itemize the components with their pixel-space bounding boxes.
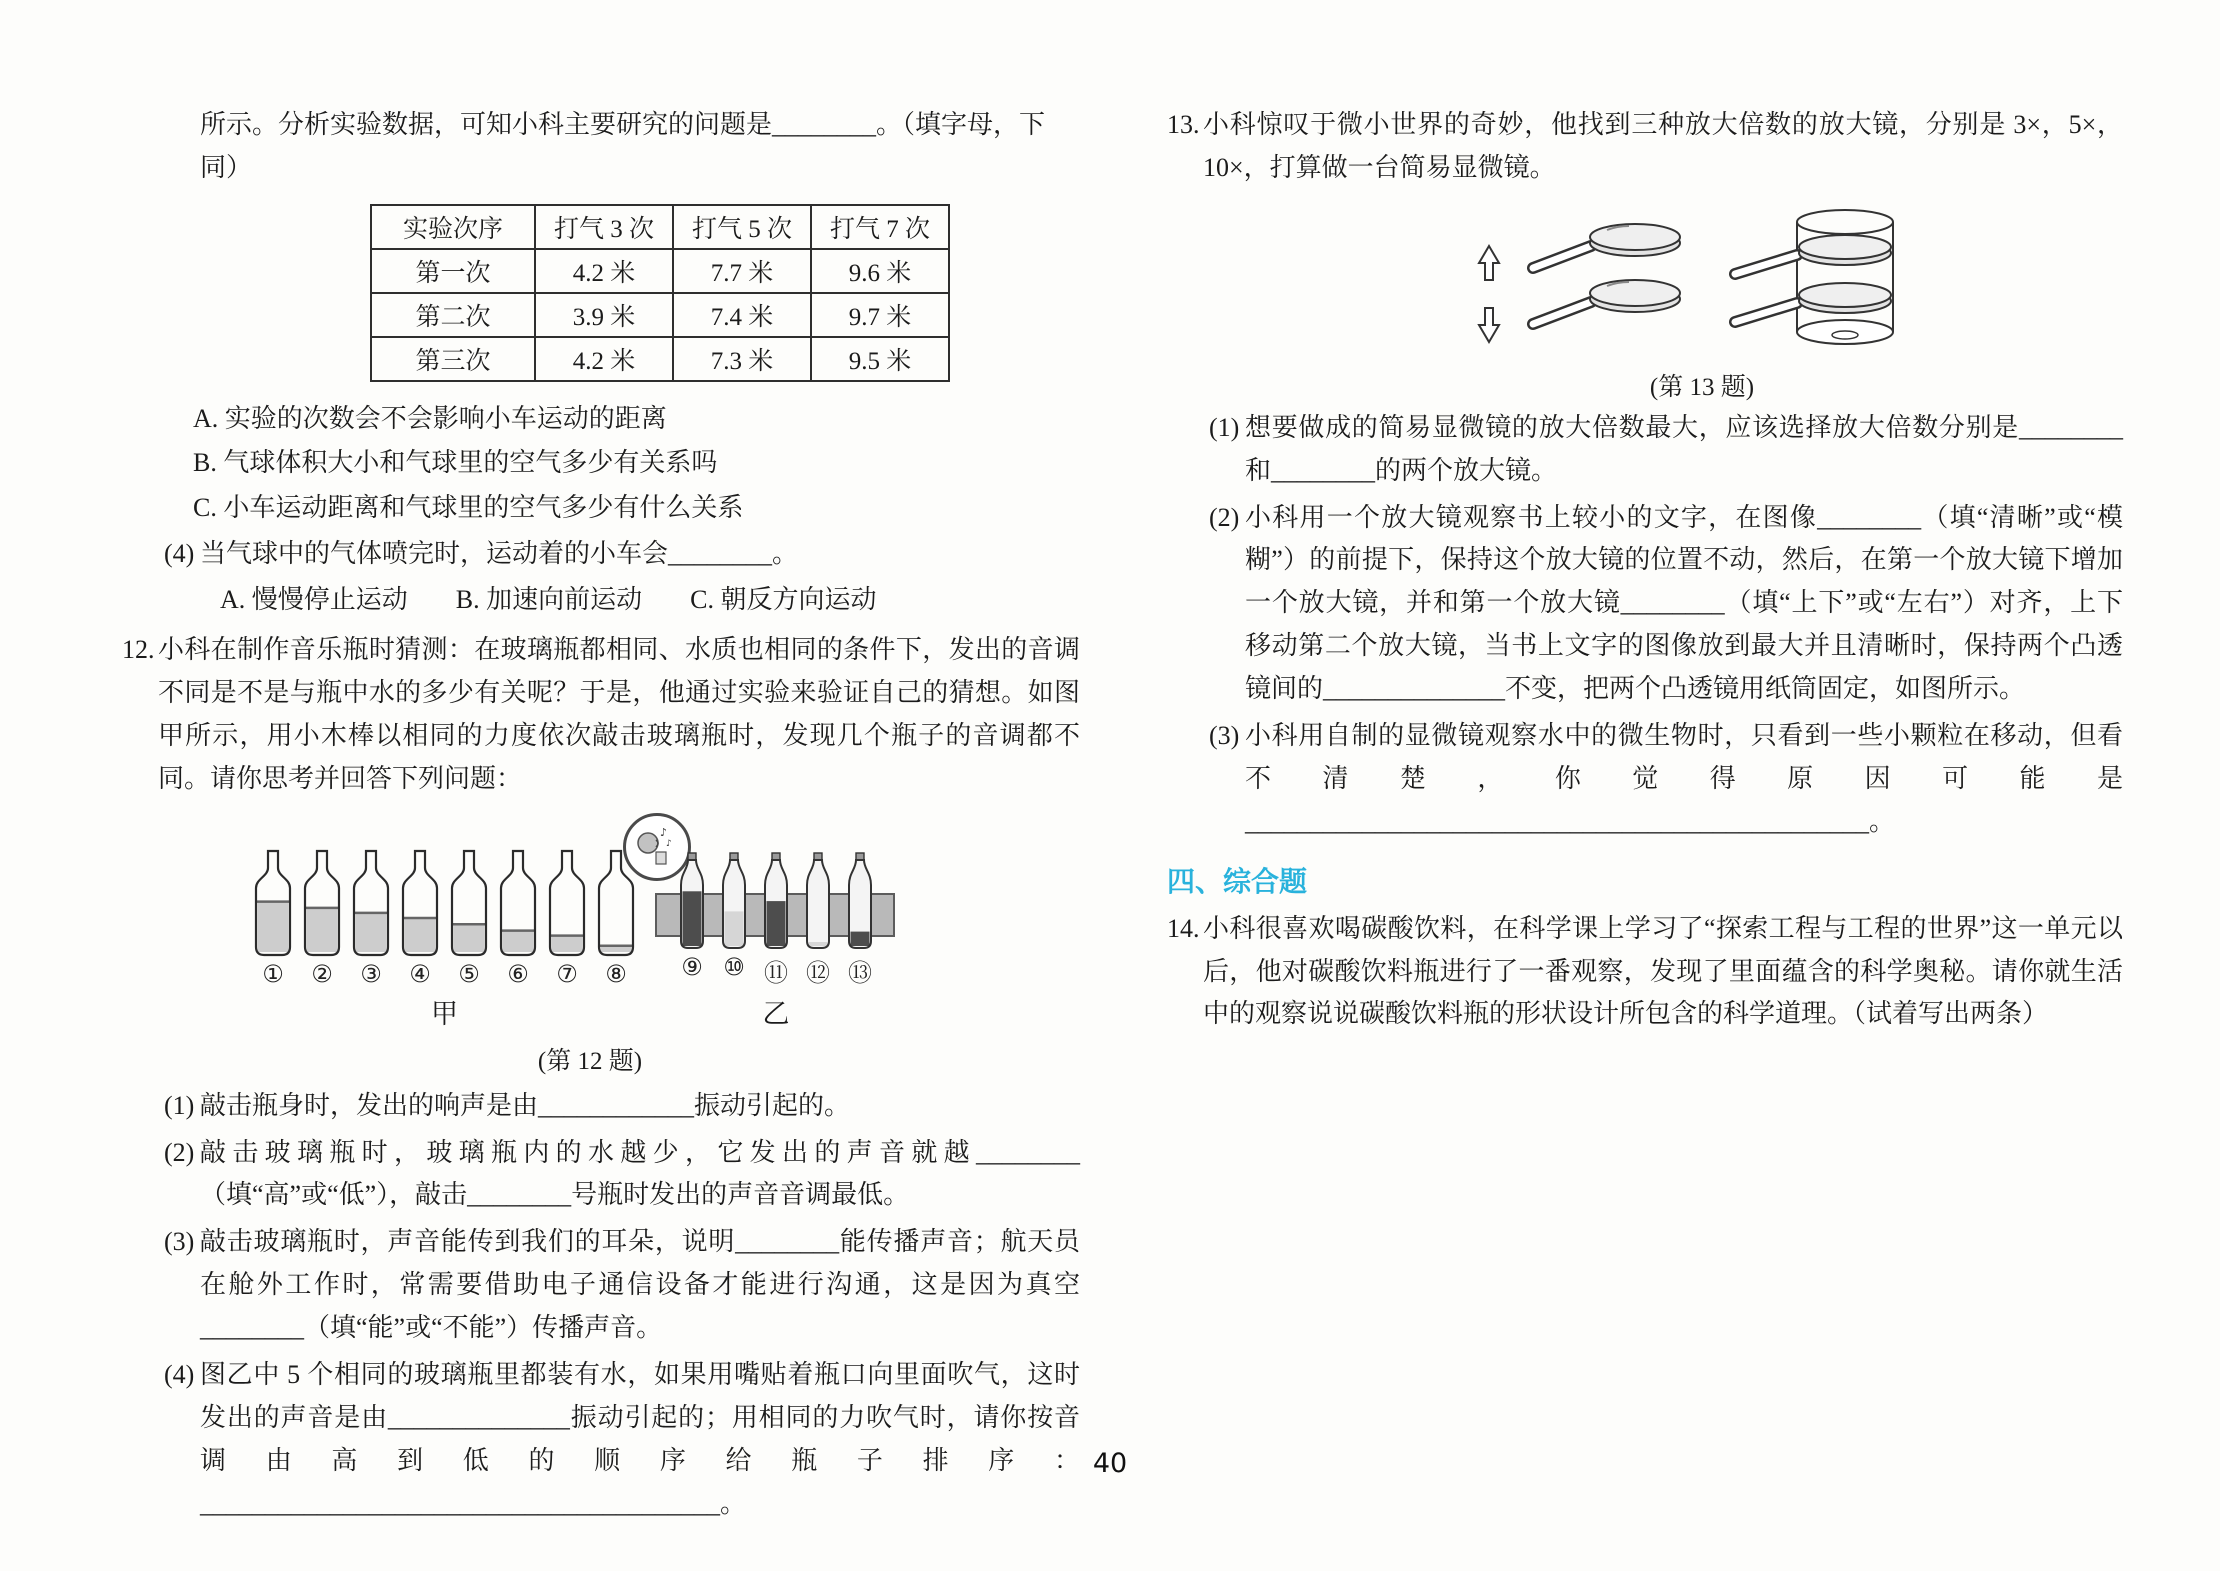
table-row	[371, 337, 949, 381]
table-header-cell: 实验次序	[371, 205, 535, 249]
jia-labels	[250, 960, 639, 988]
jia-caption: 甲	[431, 998, 458, 1029]
figure-13-drawing	[1467, 200, 1937, 358]
question-13	[1167, 104, 2123, 190]
experiment-table	[370, 204, 950, 382]
question-number: 13.	[1167, 110, 1200, 139]
table-header-cell: 打气 3 次	[535, 205, 673, 249]
table-cell: 3.9 米	[535, 293, 673, 337]
q12-sub-3	[122, 1221, 1080, 1350]
bottle-icon	[446, 848, 492, 958]
bottle-number-label: ②	[311, 959, 333, 988]
bottle-icon	[397, 848, 443, 958]
q12-sub-2	[122, 1132, 1080, 1218]
subquestion-number: (4)	[164, 1359, 195, 1389]
svg-text:♪: ♪	[660, 825, 668, 839]
question-14	[1167, 908, 2123, 1037]
q13-sub-3	[1167, 715, 2123, 844]
bottle-icon	[801, 851, 835, 951]
subquestion-text: 当气球中的气体喷完时，运动着的小车会________。	[200, 538, 799, 568]
question-number: 14.	[1167, 913, 1200, 943]
paper-tube-microscope-icon	[1735, 210, 1893, 344]
magnifier-icon	[1533, 224, 1680, 268]
bottle-number-label: ⑧	[605, 959, 627, 988]
bottle-number-label: ①	[262, 959, 284, 988]
yi-bottles	[675, 851, 877, 951]
bottle-number-label: ⑬	[848, 958, 872, 987]
subquestion-number: (2)	[1209, 502, 1240, 532]
bottle-number-label: ⑫	[806, 958, 830, 987]
table-cell: 4.2 米	[535, 249, 673, 293]
subquestion-number: (3)	[1209, 721, 1240, 751]
svg-text:♪: ♪	[666, 838, 672, 849]
table-cell: 第二次	[371, 293, 535, 337]
bottle-number-label: ⑩	[723, 952, 745, 981]
bottle-icon	[544, 848, 590, 958]
subquestion-text: 图乙中 5 个相同的玻璃瓶里都装有水，如果用嘴贴着瓶口向里面吹气，这时发出的声音是由______________振动引起的；用相同的力吹气时，请你按音调由高到低的顺序给瓶子排序：________________________________________。	[200, 1359, 1080, 1518]
figure-12	[250, 817, 930, 1077]
bottle-number-label: ⑥	[507, 959, 529, 988]
abc-option: A. 慢慢停止运动	[220, 585, 408, 615]
question-text: 小科很喜欢喝碳酸饮料，在科学课上学习了“探索工程与工程的世界”这一单元以后，他对碳酸饮料瓶进行了一番观察，发现了里面蕴含的科学奥秘。请你就生活中的观察说说碳酸饮料瓶的形状设计所包含的科学道理。（试着写出两条）	[1203, 913, 2123, 1029]
page-number: 40	[1092, 1448, 1128, 1479]
table-cell: 第三次	[371, 337, 535, 381]
table-row	[371, 293, 949, 337]
subquestion-number: (1)	[164, 1090, 195, 1120]
table-header-row	[371, 205, 949, 249]
table-cell: 4.2 米	[535, 337, 673, 381]
bottle-icon	[348, 848, 394, 958]
q12-sub-4	[122, 1354, 1080, 1526]
bottle-icon	[717, 851, 751, 951]
figure-13	[1467, 200, 1937, 403]
subquestion-text: 敲击瓶身时，发出的响声是由____________振动引起的。	[200, 1090, 851, 1120]
table-cell: 7.4 米	[673, 293, 811, 337]
question-number: 12.	[122, 635, 155, 665]
bottle-number-label: ④	[409, 959, 431, 988]
subquestion-number: (3)	[164, 1227, 195, 1257]
table-cell: 7.3 米	[673, 337, 811, 381]
jia-bottles	[250, 848, 639, 958]
bottle-number-label: ⑦	[556, 959, 578, 988]
right-column	[1167, 104, 2123, 1036]
subquestion-text: 小科用一个放大镜观察书上较小的文字，在图像________（填“清晰”或“模糊”）的前提下，保持这个放大镜的位置不动，然后，在第一个放大镜下增加一个放大镜，并和第一个放大镜________（填“上下”或“左右”）对齐，上下移动第二个放大镜，当书上文字的图像放到最大并且清晰时，保持两个凸透镜间的______________不变，把两个凸透镜用纸筒固定，如图所示。	[1245, 502, 2123, 704]
figure-jia	[250, 848, 639, 1031]
bottle-number-label: ⑨	[681, 952, 703, 981]
abc-option: C. 朝反方向运动	[690, 585, 877, 615]
yi-stage	[660, 825, 877, 951]
subquestion-number: (1)	[1209, 412, 1240, 442]
section-heading: 四、综合题	[1167, 865, 1308, 897]
option-c: C. 小车运动距离和气球里的空气多少有什么关系	[193, 492, 744, 522]
table-cell: 9.7 米	[811, 293, 949, 337]
bottle-icon	[250, 848, 296, 958]
table-header-cell: 打气 5 次	[673, 205, 811, 249]
subquestion-text: 敲击玻璃瓶时，玻璃瓶内的水越少，它发出的声音就越________（填“高”或“低”），敲击________号瓶时发出的声音音调最低。	[200, 1137, 1080, 1210]
bottle-number-label: ③	[360, 959, 382, 988]
subquestion-text: 敲击玻璃瓶时，声音能传到我们的耳朵，说明________能传播声音；航天员在舱外工作时，常需要借助电子通信设备才能进行沟通，这是因为真空________（填“能”或“不能”）传播声音。	[200, 1227, 1080, 1343]
q12-sub-1	[122, 1085, 1080, 1128]
abc-option: B. 加速向前运动	[455, 585, 643, 615]
table-cell: 9.6 米	[811, 249, 949, 293]
left-column	[122, 104, 1080, 1526]
q13-sub-2	[1167, 497, 2123, 711]
question-text: 小科惊叹于微小世界的奇妙，他找到三种放大倍数的放大镜，分别是 3×，5×，10×，打算做一台简易显微镜。	[1203, 110, 2123, 182]
table-cell: 9.5 米	[811, 337, 949, 381]
bottle-icon	[675, 851, 709, 951]
table-cell: 第一次	[371, 249, 535, 293]
subquestion-number: (2)	[164, 1137, 195, 1167]
yi-caption: 乙	[762, 998, 790, 1029]
question-12	[122, 629, 1080, 801]
question-text: 小科在制作音乐瓶时猜测：在玻璃瓶都相同、水质也相同的条件下，发出的音调不同是不是与瓶中水的多少有关呢？于是，他通过实验来验证自己的猜想。如图甲所示，用小木棒以相同的力度依次敲击玻璃瓶时，发现几个瓶子的音调都不同。请你思考并回答下列问题：	[158, 635, 1080, 793]
option-a: A. 实验的次数会不会影响小车运动的距离	[193, 403, 667, 433]
bottle-icon	[299, 848, 345, 958]
q13-sub-1	[1167, 407, 2123, 493]
table-header-cell: 打气 7 次	[811, 205, 949, 249]
subquestion-text: 小科用自制的显微镜观察水中的微生物时，只看到一些小颗粒在移动，但看不清楚，你觉得原因可能是________________________________________________。	[1245, 721, 2123, 836]
subquestion-text: 想要做成的简易显微镜的放大倍数最大，应该选择放大倍数分别是________和________的两个放大镜。	[1245, 412, 2123, 485]
carryover-line: 所示。分析实验数据，可知小科主要研究的问题是________。（填字母，下同）	[200, 110, 1046, 182]
table-cell: 7.7 米	[673, 249, 811, 293]
table-row	[371, 249, 949, 293]
bottle-number-label: ⑪	[764, 958, 788, 987]
option-b: B. 气球体积大小和气球里的空气多少有关系吗	[193, 448, 718, 478]
figure-12-caption: (第 12 题)	[537, 1047, 643, 1075]
magnifier-icon	[1533, 280, 1680, 324]
up-down-arrow-icon	[1479, 246, 1499, 342]
bottle-icon	[843, 851, 877, 951]
bottle-icon	[495, 848, 541, 958]
figure-yi	[660, 817, 877, 1031]
sub4-options-row	[220, 579, 1080, 621]
yi-labels	[675, 953, 877, 988]
subquestion-4	[122, 533, 1080, 576]
bottle-number-label: ⑤	[458, 959, 480, 988]
figure-13-caption: (第 13 题)	[1649, 373, 1755, 401]
subquestion-number: (4)	[164, 538, 195, 568]
bottle-icon	[759, 851, 793, 951]
